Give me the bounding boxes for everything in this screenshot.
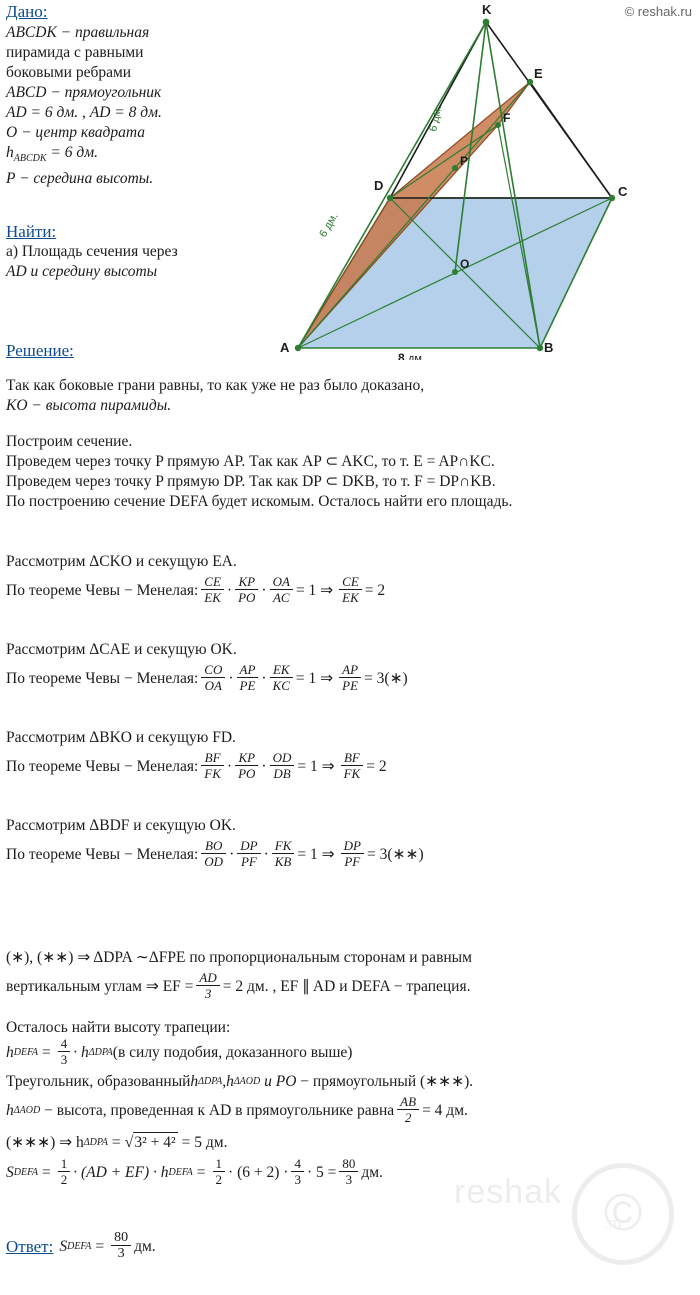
area-f4-den: 3 <box>345 1172 353 1187</box>
sqrt-pre: (∗∗∗) ⇒ h <box>6 1133 84 1151</box>
h-aod-frac-num: AB <box>397 1095 419 1110</box>
area-mid2: · (6 + 2) · <box>228 1164 289 1181</box>
b2-tail: = 1 ⇒ <box>295 670 334 687</box>
b4-f2-den: PF <box>240 854 257 869</box>
given-line-2: боковыми ребрами <box>6 64 132 81</box>
menelaus-block-3 <box>6 728 696 782</box>
answer-tail: дм. <box>134 1238 156 1255</box>
b2-f2-den: PE <box>239 678 256 693</box>
radical-icon: √ <box>124 1133 134 1151</box>
svg-text:C: C <box>618 184 628 199</box>
answer-frac-num: 80 <box>111 1231 131 1246</box>
concl2-row <box>6 972 696 1002</box>
answer-sub: DEFA <box>67 1241 92 1252</box>
concl2-frac-den: 3 <box>204 986 212 1001</box>
area-f4-num: 80 <box>339 1157 358 1172</box>
find-line-1: AD и середину высоты <box>6 263 158 280</box>
sqrt-tail: = 5 дм. <box>181 1133 228 1151</box>
find-line-0: а) Площадь сечения через <box>6 243 178 260</box>
b3-f2-den: PO <box>238 766 256 781</box>
menelaus-block-4 <box>6 816 696 870</box>
area-tail: дм. <box>361 1164 383 1181</box>
area-sub: DEFA <box>13 1167 39 1178</box>
b1-f2-den: PO <box>238 590 256 605</box>
h-aod-sub: ΔAOD <box>13 1105 41 1116</box>
svg-text:A: A <box>280 340 290 355</box>
p2-line-2: Проведем через точку P прямую DP. Так как DP ⊂ DKB, то т. F = DP∩KB. <box>6 473 496 490</box>
block3-equation: По теореме Чевы − Менелая: $\frac{BF}{FK}$ · $\frac{KP}{PO}$ · $\frac{OD}{DB}$ = 1 ⇒ $\frac{BF}{FK}$ = 2 <box>6 750 387 781</box>
given-line-7: P − середина высоты. <box>6 170 154 188</box>
sqrt-radicand: 3² + 4² <box>134 1134 176 1151</box>
h-defa-right-sub: ΔDPA <box>88 1047 113 1058</box>
concl3-line: Осталось найти высоту трапеции: <box>6 1019 231 1036</box>
triangle-row: Треугольник, образованный h ΔDPA , h ΔAOD и PO − прямоугольный (∗∗∗). <box>6 1073 474 1090</box>
b1-res-num: CE <box>339 575 362 590</box>
sqrt-line <box>6 1132 696 1153</box>
given-line-5: O − центр квадрата <box>6 124 146 141</box>
block3-head: Рассмотрим ΔBKO и секущую FD. <box>6 729 236 746</box>
b1-f1-num: CE <box>201 575 224 590</box>
b4-tail: = 1 ⇒ <box>297 846 335 863</box>
b4-res-den: PF <box>344 854 361 869</box>
concl2-b: = 2 дм. , EF ∥ AD и DEFA − трапеция. <box>222 978 471 995</box>
area-mid1: · (AD + EF) · h <box>73 1164 169 1181</box>
given-line-4: AD = 6 дм. , AD = 8 дм. <box>6 104 162 121</box>
p1-line-1: KO − высота пирамиды. <box>6 397 172 414</box>
answer-title: Ответ: <box>6 1237 54 1256</box>
h-aod-line <box>6 1096 696 1126</box>
block1-equation: По теореме Чевы − Менелая: $\frac{CE}{EK}$ · $\frac{KP}{PO}$ · $\frac{OA}{AC}$ = 1 ⇒ $\frac{CE}{EK}$ = 2 <box>6 574 386 605</box>
height-formula-row <box>6 1038 696 1068</box>
b3-f1-den: FK <box>204 766 221 781</box>
p2-line-1: Проведем через точку P прямую AP. Так как AP ⊂ AKC, то т. E = AP∩KC. <box>6 453 495 470</box>
given-line-0: ABCDK − правильная <box>6 24 150 41</box>
b3-f3-num: OD <box>270 751 295 766</box>
h-subscript: ABCDK <box>13 153 47 165</box>
h-defa-frac-den: 3 <box>60 1052 68 1067</box>
area-eq2: = <box>196 1164 206 1181</box>
block2-head: Рассмотрим ΔCAE и секущую OK. <box>6 641 237 658</box>
area-f3-den: 3 <box>294 1172 301 1187</box>
p1-line-0: Так как боковые грани равны, то как уже не раз было доказано, <box>6 377 425 394</box>
concl2-a: вертикальным углам ⇒ EF = <box>6 978 194 995</box>
sqrt-eq: = <box>111 1133 121 1151</box>
h-defa-eq: = <box>42 1044 51 1061</box>
b1-f1-den: EK <box>204 590 221 605</box>
menelaus-block-2 <box>6 640 696 694</box>
answer-symbol: S <box>59 1238 68 1255</box>
area-f1-den: 2 <box>60 1172 68 1187</box>
block4-head: Рассмотрим ΔBDF и секущую OK. <box>6 817 236 834</box>
block2-equation: По теореме Чевы − Менелая: $\frac{CO}{OA}$ · $\frac{AP}{PE}$ · $\frac{EK}{KC}$ = 1 ⇒ $\frac{AP}{PE}$ = 3(∗) <box>6 662 408 693</box>
b1-tail: = 1 ⇒ <box>295 582 334 599</box>
h-defa-sub: DEFA <box>13 1047 39 1058</box>
b1-f3-den: AC <box>272 590 290 605</box>
sqrt-row <box>6 1132 696 1153</box>
block1-lead: По теореме Чевы − Менелая: <box>6 582 199 599</box>
svg-text:F: F <box>503 111 511 125</box>
svg-text:B: B <box>544 340 554 355</box>
given-line-1: пирамида с равными <box>6 44 144 61</box>
p2-line-0: Построим сечение. <box>6 433 133 450</box>
answer-block <box>6 1232 696 1262</box>
block1-head: Рассмотрим ΔCKO и секущую EA. <box>6 553 237 570</box>
svg-text:6 дм.: 6 дм. <box>317 210 341 240</box>
answer-frac-den: 3 <box>117 1246 125 1261</box>
watermark-top: © reshak.ru <box>624 4 692 19</box>
area-eq1: = <box>42 1164 51 1181</box>
area-f1-num: 1 <box>58 1157 71 1172</box>
concl1-line: (∗), (∗∗) ⇒ ΔDPA ∼ΔFPE по пропорциональным сторонам и равным <box>6 949 472 966</box>
conclusion-2 <box>6 972 696 1002</box>
b4-f1-num: BO <box>201 839 226 854</box>
b1-res-den: EK <box>342 590 359 605</box>
b1-f3-num: OA <box>270 575 293 590</box>
svg-text:D: D <box>374 178 384 193</box>
watermark-large-text: reshak <box>454 1173 563 1211</box>
svg-text:K: K <box>482 2 492 17</box>
b1-f2-num: KP <box>235 575 258 590</box>
watermark-large-sub: .ru <box>604 1215 622 1232</box>
b3-res-val: = 2 <box>366 758 387 775</box>
h-value: = 6 дм. <box>50 144 98 161</box>
solution-title: Решение: <box>6 341 74 360</box>
height-formula <box>6 1038 696 1068</box>
given-block <box>6 2 256 189</box>
area-f2-den: 2 <box>215 1172 223 1187</box>
b2-f3-num: EK <box>270 663 293 678</box>
p2-line-3: По построению сечение DEFA будет искомым. Осталось найти его площадь. <box>6 493 513 510</box>
given-line-3: ABCD − прямоугольник <box>6 84 162 101</box>
b4-res-val: = 3(∗∗) <box>366 846 424 863</box>
block3-lead: По теореме Чевы − Менелая: <box>6 758 199 775</box>
b3-f3-den: DB <box>273 766 291 781</box>
block4-lead: По теореме Чевы − Менелая: <box>6 846 199 863</box>
b4-f3-num: FK <box>272 839 295 854</box>
svg-text:6 дм.: 6 дм. <box>427 104 445 133</box>
b3-res-den: FK <box>343 766 361 781</box>
given-line-6 <box>6 143 256 169</box>
b3-f1-num: BF <box>201 751 224 766</box>
menelaus-block-1 <box>6 552 696 606</box>
h-aod-frac-den: 2 <box>404 1110 412 1125</box>
svg-text:E: E <box>534 66 543 81</box>
b3-tail: = 1 ⇒ <box>297 758 335 775</box>
find-title: Найти: <box>6 222 57 241</box>
h-defa-symbol: h <box>6 1044 14 1061</box>
b4-res-num: DP <box>341 839 364 854</box>
b4-f1-den: OD <box>204 854 224 869</box>
pyramid-figure <box>250 0 690 360</box>
given-title: Дано: <box>6 2 48 21</box>
find-block <box>6 222 266 282</box>
b1-res-val: = 2 <box>364 582 386 599</box>
tri-sub-1: ΔDPA <box>198 1076 223 1087</box>
b2-f1-den: OA <box>204 678 222 693</box>
block2-lead: По теореме Чевы − Менелая: <box>6 670 199 687</box>
b2-f3-den: KC <box>272 678 290 693</box>
h-aod-row <box>6 1096 696 1126</box>
b2-res-den: PE <box>342 678 359 693</box>
area-symbol: S <box>6 1164 14 1181</box>
b4-f3-den: KB <box>274 854 292 869</box>
b2-f1-num: CO <box>201 663 225 678</box>
b3-res-num: BF <box>341 751 364 766</box>
answer-row <box>6 1232 696 1262</box>
h-defa-right: · h <box>73 1044 89 1061</box>
conclusion-1 <box>6 948 696 968</box>
answer-eq: = <box>95 1238 105 1255</box>
h-defa-frac-num: 4 <box>58 1037 71 1052</box>
b2-res-num: AP <box>339 663 361 678</box>
block4-equation: По теореме Чевы − Менелая: $\frac{BO}{OD}$ · $\frac{DP}{PF}$ · $\frac{FK}{KB}$ = 1 ⇒ $\frac{DP}{PF}$ = 3(∗∗) <box>6 838 424 869</box>
b2-res-val: = 3(∗) <box>364 670 408 687</box>
b3-f2-num: KP <box>235 751 258 766</box>
sqrt-sub: ΔDPA <box>83 1136 108 1148</box>
area-mid3: · 5 = <box>306 1164 337 1181</box>
h-aod-text: − высота, проведенная к AD в прямоугольнике равна <box>44 1102 395 1119</box>
b4-f2-num: DP <box>237 839 260 854</box>
h-symbol: h <box>6 144 14 161</box>
tri-sub-2: ΔAOD <box>233 1076 261 1087</box>
paragraph-2 <box>6 432 696 512</box>
area-line <box>6 1158 696 1188</box>
h-aod-tail: = 4 дм. <box>422 1102 468 1119</box>
svg-text:O: O <box>460 257 470 271</box>
b2-f2-num: AP <box>237 663 259 678</box>
conclusion-3 <box>6 1018 696 1038</box>
area-f2-num: 1 <box>213 1157 226 1172</box>
concl2-frac-num: AD <box>196 971 219 986</box>
triangle-line <box>6 1072 696 1092</box>
paragraph-1 <box>6 376 696 416</box>
h-aod-symbol: h <box>6 1102 14 1119</box>
area-f3-num: 4 <box>291 1157 304 1172</box>
area-row <box>6 1158 696 1188</box>
h-defa-tail: (в силу подобия, доказанного выше) <box>112 1044 353 1061</box>
svg-text:8 дм.: 8 дм. <box>398 351 426 360</box>
area-mid1-sub: DEFA <box>168 1167 193 1178</box>
svg-text:P: P <box>460 154 469 168</box>
